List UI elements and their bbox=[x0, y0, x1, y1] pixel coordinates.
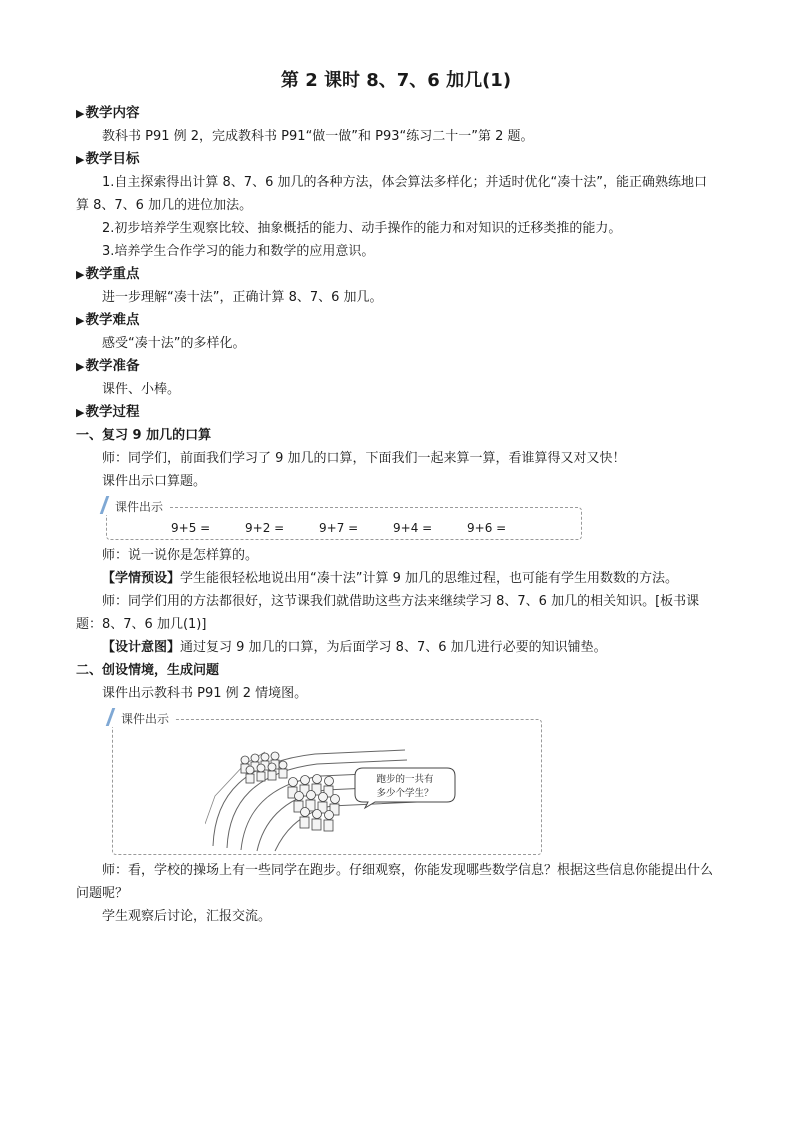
part2-para-3: 学生观察后讨论，汇报交流。 bbox=[102, 909, 272, 924]
speech-line-1: 跑步的一共有 bbox=[376, 774, 434, 785]
section-heading-content: ▶教学内容 bbox=[76, 105, 140, 121]
part1-preset: 【学情预设】学生能很轻松地说出用“凑十法”计算 9 加几的思维过程，也可能有学生用数数的方法。 bbox=[102, 571, 679, 586]
expression: 9+6 = bbox=[467, 521, 507, 535]
section-heading-process: ▶教学过程 bbox=[76, 404, 140, 420]
triangle-icon: ▶ bbox=[76, 153, 85, 166]
slash-icon bbox=[106, 708, 116, 726]
part2-para-1: 课件出示教科书 P91 例 2 情境图。 bbox=[102, 686, 308, 701]
difficulty-paragraph: 感受“凑十法”的多样化。 bbox=[102, 336, 246, 351]
section-heading-prep: ▶教学准备 bbox=[76, 358, 140, 374]
triangle-icon: ▶ bbox=[76, 360, 85, 373]
courseware-box-2 bbox=[112, 712, 542, 855]
lesson-title: 第 2 课时 8、7、6 加几(1) bbox=[280, 70, 512, 91]
runners-group-front bbox=[241, 752, 287, 783]
expression-list bbox=[107, 508, 581, 535]
part2-para-2: 师：看，学校的操场上有一些同学在跑步。仔细观察，你能发现哪些数学信息？根据这些信息你能提出什么问题呢？ bbox=[76, 863, 714, 901]
running-track-illustration bbox=[205, 734, 465, 852]
part1-para-2: 课件出示口算题。 bbox=[102, 474, 207, 489]
courseware-label: 课件出示 bbox=[101, 498, 169, 515]
preset-tag: 【学情预设】 bbox=[102, 571, 181, 586]
triangle-icon: ▶ bbox=[76, 314, 85, 327]
expression: 9+7 = bbox=[319, 521, 359, 535]
speech-line-2: 多少个学生？ bbox=[376, 788, 434, 799]
goal-2: 2.初步培养学生观察比较、抽象概括的能力、动手操作的能力和对知识的迁移类推的能力。 bbox=[102, 221, 622, 236]
expression: 9+2 = bbox=[245, 521, 285, 535]
document-page bbox=[76, 62, 716, 928]
triangle-icon: ▶ bbox=[76, 107, 85, 120]
triangle-icon: ▶ bbox=[76, 268, 85, 281]
part1-para-5: 师：同学们用的方法都很好，这节课我们就借助这些方法来继续学习 8、7、6 加几的相关知识。[板书课题：8、7、6 加几(1)] bbox=[76, 594, 700, 632]
courseware-box-1 bbox=[106, 500, 582, 540]
expression: 9+5 = bbox=[171, 521, 211, 535]
goal-1: 1.自主探索得出计算 8、7、6 加几的各种方法，体会算法多样化；并适时优化“凑十法”，能正确熟练地口算 8、7、6 加几的进位加法。 bbox=[76, 175, 707, 213]
section-heading-goals: ▶教学目标 bbox=[76, 151, 140, 167]
section-heading-key: ▶教学重点 bbox=[76, 266, 140, 282]
part1-heading: 一、复习 9 加几的口算 bbox=[76, 428, 212, 443]
courseware-label: 课件出示 bbox=[107, 710, 175, 727]
expression: 9+4 = bbox=[393, 521, 433, 535]
slash-icon bbox=[100, 496, 110, 514]
key-paragraph: 进一步理解“凑十法”，正确计算 8、7、6 加几。 bbox=[102, 290, 383, 305]
part2-heading: 二、创设情境，生成问题 bbox=[76, 663, 220, 678]
intent-tag: 【设计意图】 bbox=[102, 640, 181, 655]
section-heading-difficulty: ▶教学难点 bbox=[76, 312, 140, 328]
triangle-icon: ▶ bbox=[76, 406, 85, 419]
goal-3: 3.培养学生合作学习的能力和数学的应用意识。 bbox=[102, 244, 375, 259]
prep-paragraph: 课件、小棒。 bbox=[102, 382, 181, 397]
part1-para-1: 师：同学们，前面我们学习了 9 加几的口算，下面我们一起来算一算，看谁算得又对又快！ bbox=[102, 451, 626, 466]
part1-para-3: 师：说一说你是怎样算的。 bbox=[102, 548, 259, 563]
content-paragraph: 教科书 P91 例 2，完成教科书 P91“做一做”和 P93“练习二十一”第 2 题。 bbox=[102, 129, 534, 144]
part1-intent: 【设计意图】通过复习 9 加几的口算，为后面学习 8、7、6 加几进行必要的知识铺垫。 bbox=[102, 640, 607, 655]
